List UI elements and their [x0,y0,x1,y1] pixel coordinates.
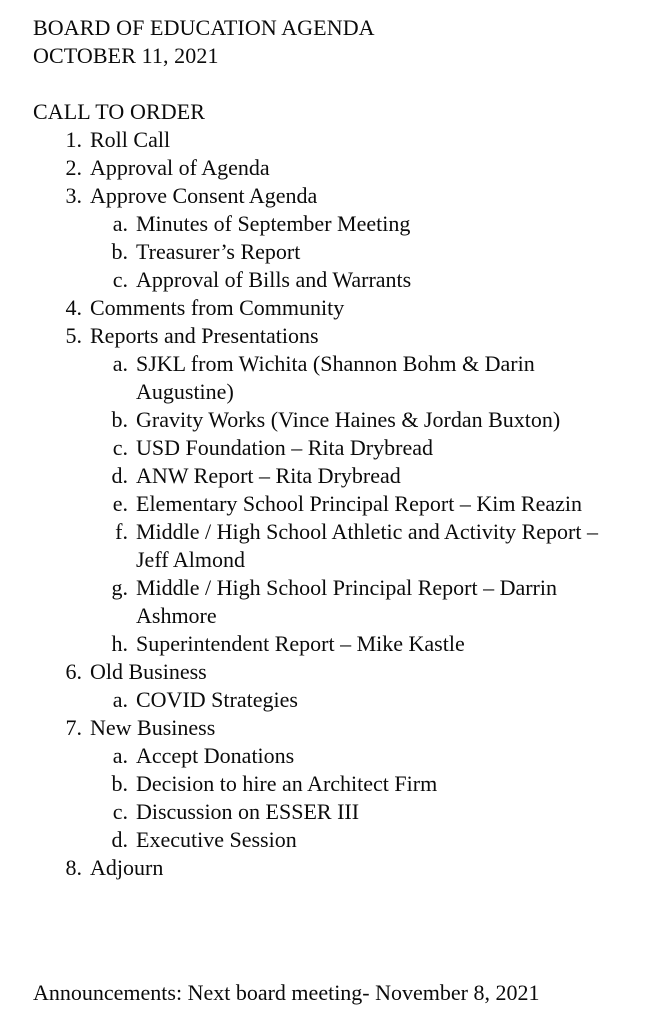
agenda-subitem-marker: b. [111,771,128,796]
agenda-item-label: Old Business [90,659,207,684]
agenda-subitem-label: Middle / High School Principal Report – Darrin Ashmore [136,575,557,628]
agenda-item-list [33,126,631,882]
agenda-subitem-label: Discussion on ESSER III [136,799,360,824]
agenda-item-marker: 3. [65,183,82,208]
agenda-item-label: Adjourn [90,855,164,880]
agenda-item-marker: 2. [65,155,82,180]
agenda-item [52,154,631,182]
agenda-item-marker: 7. [65,715,82,740]
agenda-subitem [107,434,631,462]
agenda-subitem [107,210,631,238]
agenda-subitem-marker: a. [112,687,128,712]
agenda-subitem-marker: g. [111,575,128,600]
agenda-subitem [107,798,631,826]
agenda-subitem-label: Gravity Works (Vince Haines & Jordan Buxton) [136,407,561,432]
agenda-subitem [107,574,631,630]
agenda-subitem-marker: c. [112,799,128,824]
agenda-subitem [107,350,631,406]
agenda-item-marker: 4. [65,295,82,320]
agenda-subitem [107,742,631,770]
agenda-item [52,854,631,882]
agenda-subitem-marker: d. [111,463,128,488]
agenda-subitem-label: Accept Donations [136,743,295,768]
agenda-subitem-label: SJKL from Wichita (Shannon Bohm & Darin Augustine) [136,351,535,404]
agenda-item-label: Roll Call [90,127,171,152]
agenda-subitem-marker: f. [115,519,128,544]
agenda-item-label: New Business [90,715,216,740]
agenda-item-marker: 5. [65,323,82,348]
agenda-subitem-label: Treasurer’s Report [136,239,301,264]
agenda-subitem-marker: a. [112,351,128,376]
agenda-subitem-label: Decision to hire an Architect Firm [136,771,438,796]
agenda-item-label: Approval of Agenda [90,155,270,180]
agenda-item [52,182,631,294]
agenda-subitem-label: Executive Session [136,827,297,852]
agenda-item [52,322,631,658]
agenda-subitem-label: USD Foundation – Rita Drybread [136,435,433,460]
agenda-subitem-label: Elementary School Principal Report – Kim Reazin [136,491,583,516]
agenda-subitem [107,686,631,714]
document-title-line-2: OCTOBER 11, 2021 [33,43,219,68]
agenda-subitem-marker: b. [111,239,128,264]
agenda-subitem-marker: d. [111,827,128,852]
agenda-item [52,294,631,322]
section-heading-call-to-order: CALL TO ORDER [33,99,206,124]
agenda-subitem-list [90,742,631,854]
agenda-subitem-marker: e. [112,491,128,516]
agenda-subitem-label: COVID Strategies [136,687,298,712]
agenda-subitem-label: Approval of Bills and Warrants [136,267,412,292]
agenda-subitem [107,826,631,854]
agenda-subitem-marker: c. [112,267,128,292]
agenda-subitem-label: Minutes of September Meeting [136,211,411,236]
agenda-subitem-label: ANW Report – Rita Drybread [136,463,401,488]
agenda-item-label: Reports and Presentations [90,323,319,348]
agenda-subitem [107,238,631,266]
agenda-subitem [107,462,631,490]
agenda-subitem-list [90,350,631,658]
agenda-item [52,658,631,714]
agenda-item-marker: 6. [65,659,82,684]
agenda-subitem-list [90,210,631,294]
agenda-item [52,126,631,154]
agenda-item-marker: 1. [65,127,82,152]
agenda-subitem [107,630,631,658]
agenda-item [52,714,631,854]
agenda-subitem [107,770,631,798]
agenda-subitem-list [90,686,631,714]
agenda-item-marker: 8. [65,855,82,880]
agenda-item-label: Comments from Community [90,295,345,320]
agenda-subitem-marker: h. [111,631,128,656]
agenda-item-label: Approve Consent Agenda [90,183,318,208]
document-title-line-1: BOARD OF EDUCATION AGENDA [33,15,375,40]
agenda-subitem [107,266,631,294]
agenda-subitem-marker: c. [112,435,128,460]
agenda-subitem [107,406,631,434]
agenda-subitem-label: Superintendent Report – Mike Kastle [136,631,465,656]
agenda-subitem-label: Middle / High School Athletic and Activity Report – Jeff Almond [136,519,598,572]
agenda-subitem [107,518,631,574]
agenda-subitem [107,490,631,518]
agenda-subitem-marker: a. [112,211,128,236]
agenda-subitem-marker: b. [111,407,128,432]
agenda-subitem-marker: a. [112,743,128,768]
announcements-note: Announcements: Next board meeting- November 8, 2021 [33,980,540,1005]
